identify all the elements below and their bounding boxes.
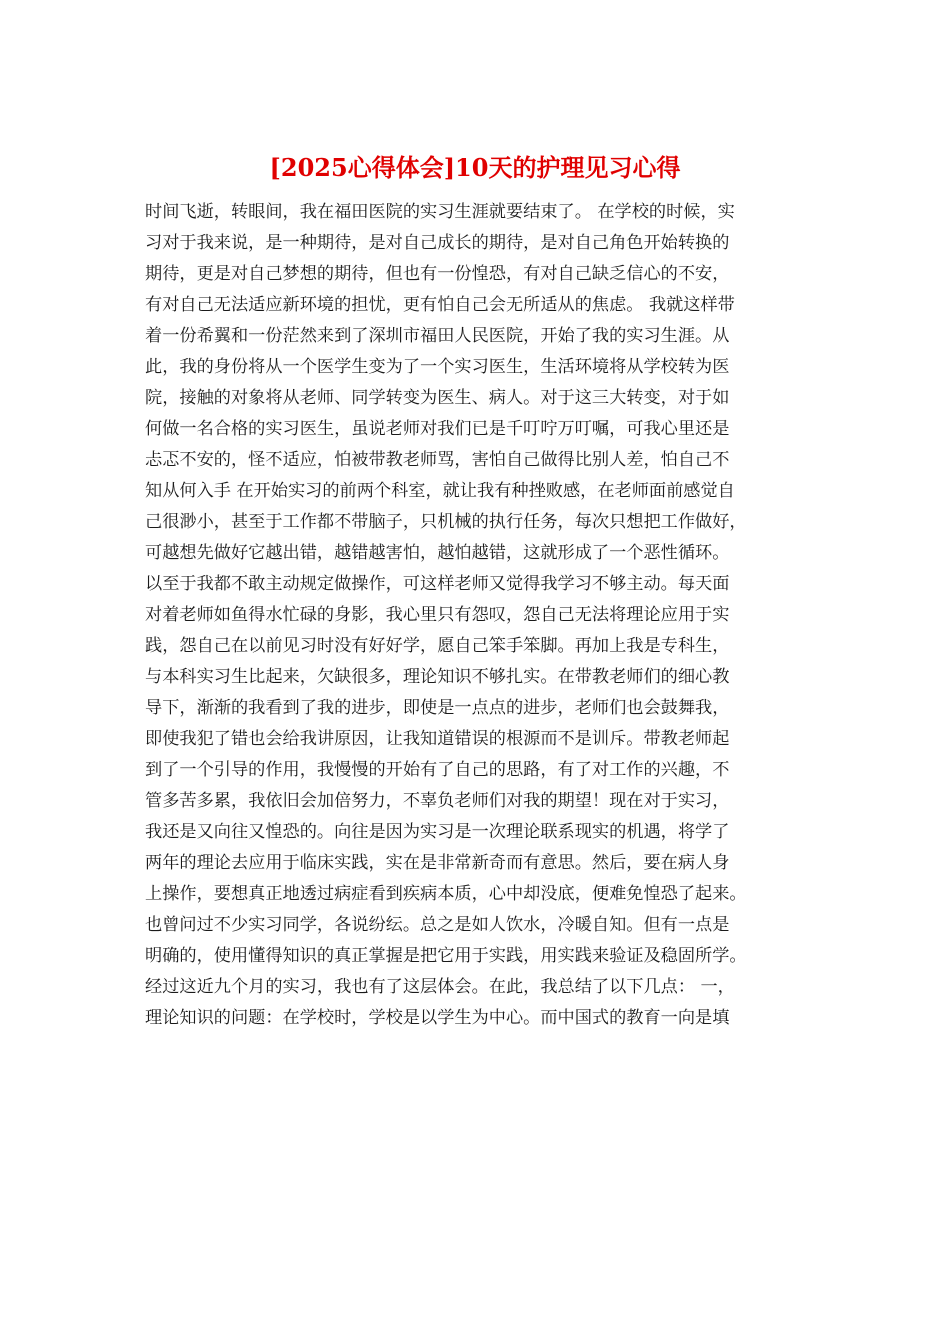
body-text-line: 院，接触的对象将从老师、同学转变为医生、病人。对于这三大转变，对于如 [145,388,730,408]
body-text-line: 可越想先做好它越出错，越错越害怕，越怕越错，这就形成了一个恶性循环。 [145,543,730,563]
body-text-line: 践，怨自己在以前见习时没有好好学，愿自己笨手笨脚。再加上我是专科生， [145,636,730,656]
document-body [145,197,805,1034]
document-title: [2025心得体会]10天的护理见习心得 [269,153,681,182]
body-text-line: 期待，更是对自己梦想的期待，但也有一份惶恐，有对自己缺乏信心的不安， [145,264,730,284]
body-text-line: 时间飞逝，转眼间，我在福田医院的实习生涯就要结束了。 在学校的时候，实 [145,202,735,222]
body-text-line: 到了一个引导的作用，我慢慢的开始有了自己的思路，有了对工作的兴趣，不 [145,760,730,780]
body-text-line: 以至于我都不敢主动规定做操作，可这样老师又觉得我学习不够主动。每天面 [145,574,730,594]
body-text-line: 导下，渐渐的我看到了我的进步，即使是一点点的进步，老师们也会鼓舞我， [145,698,730,718]
body-text-line: 对着老师如鱼得水忙碌的身影，我心里只有怨叹，怨自己无法将理论应用于实 [145,605,730,625]
body-text-line: 有对自己无法适应新环境的担忧，更有怕自己会无所适从的焦虑。 我就这样带 [145,295,735,315]
body-text-line: 着一份希翼和一份茫然来到了深圳市福田人民医院，开始了我的实习生涯。从 [145,326,730,346]
body-text-line: 我还是又向往又惶恐的。向往是因为实习是一次理论联系现实的机遇，将学了 [145,822,730,842]
body-text-line: 明确的，使用懂得知识的真正掌握是把它用于实践，用实践来验证及稳固所学。 [145,946,747,966]
body-text-line: 忐忑不安的，怪不适应，怕被带教老师骂，害怕自己做得比别人差，怕自己不 [145,450,730,470]
body-text-line: 此，我的身份将从一个医学生变为了一个实习医生，生活环境将从学校转为医 [145,357,730,377]
body-text-line: 管多苦多累，我依旧会加倍努力，不辜负老师们对我的期望！现在对于实习， [145,791,730,811]
body-text-line: 即使我犯了错也会给我讲原因，让我知道错误的根源而不是训斥。带教老师起 [145,729,730,749]
body-text-line: 也曾问过不少实习同学，各说纷纭。总之是如人饮水，冷暖自知。但有一点是 [145,915,730,935]
body-text-line: 上操作，要想真正地透过病症看到疾病本质，心中却没底，便难免惶恐了起来。 [145,884,747,904]
body-text-line: 己很渺小，甚至于工作都不带脑子，只机械的执行任务，每次只想把工作做好， [145,512,747,532]
body-text-line: 理论知识的问题：在学校时，学校是以学生为中心。而中国式的教育一向是填 [145,1008,730,1028]
body-text-line: 两年的理论去应用于临床实践，实在是非常新奇而有意思。然后，要在病人身 [145,853,730,873]
body-text-line: 经过这近九个月的实习，我也有了这层体会。在此，我总结了以下几点： 一， [145,977,735,997]
body-text-line: 知从何入手 在开始实习的前两个科室，就让我有种挫败感，在老师面前感觉自 [145,481,735,501]
body-text-line: 习对于我来说，是一种期待，是对自己成长的期待，是对自己角色开始转换的 [145,233,730,253]
body-text-line: 与本科实习生比起来，欠缺很多，理论知识不够扎实。在带教老师们的细心教 [145,667,730,687]
body-text-line: 何做一名合格的实习医生，虽说老师对我们已是千叮咛万叮嘱，可我心里还是 [145,419,730,439]
